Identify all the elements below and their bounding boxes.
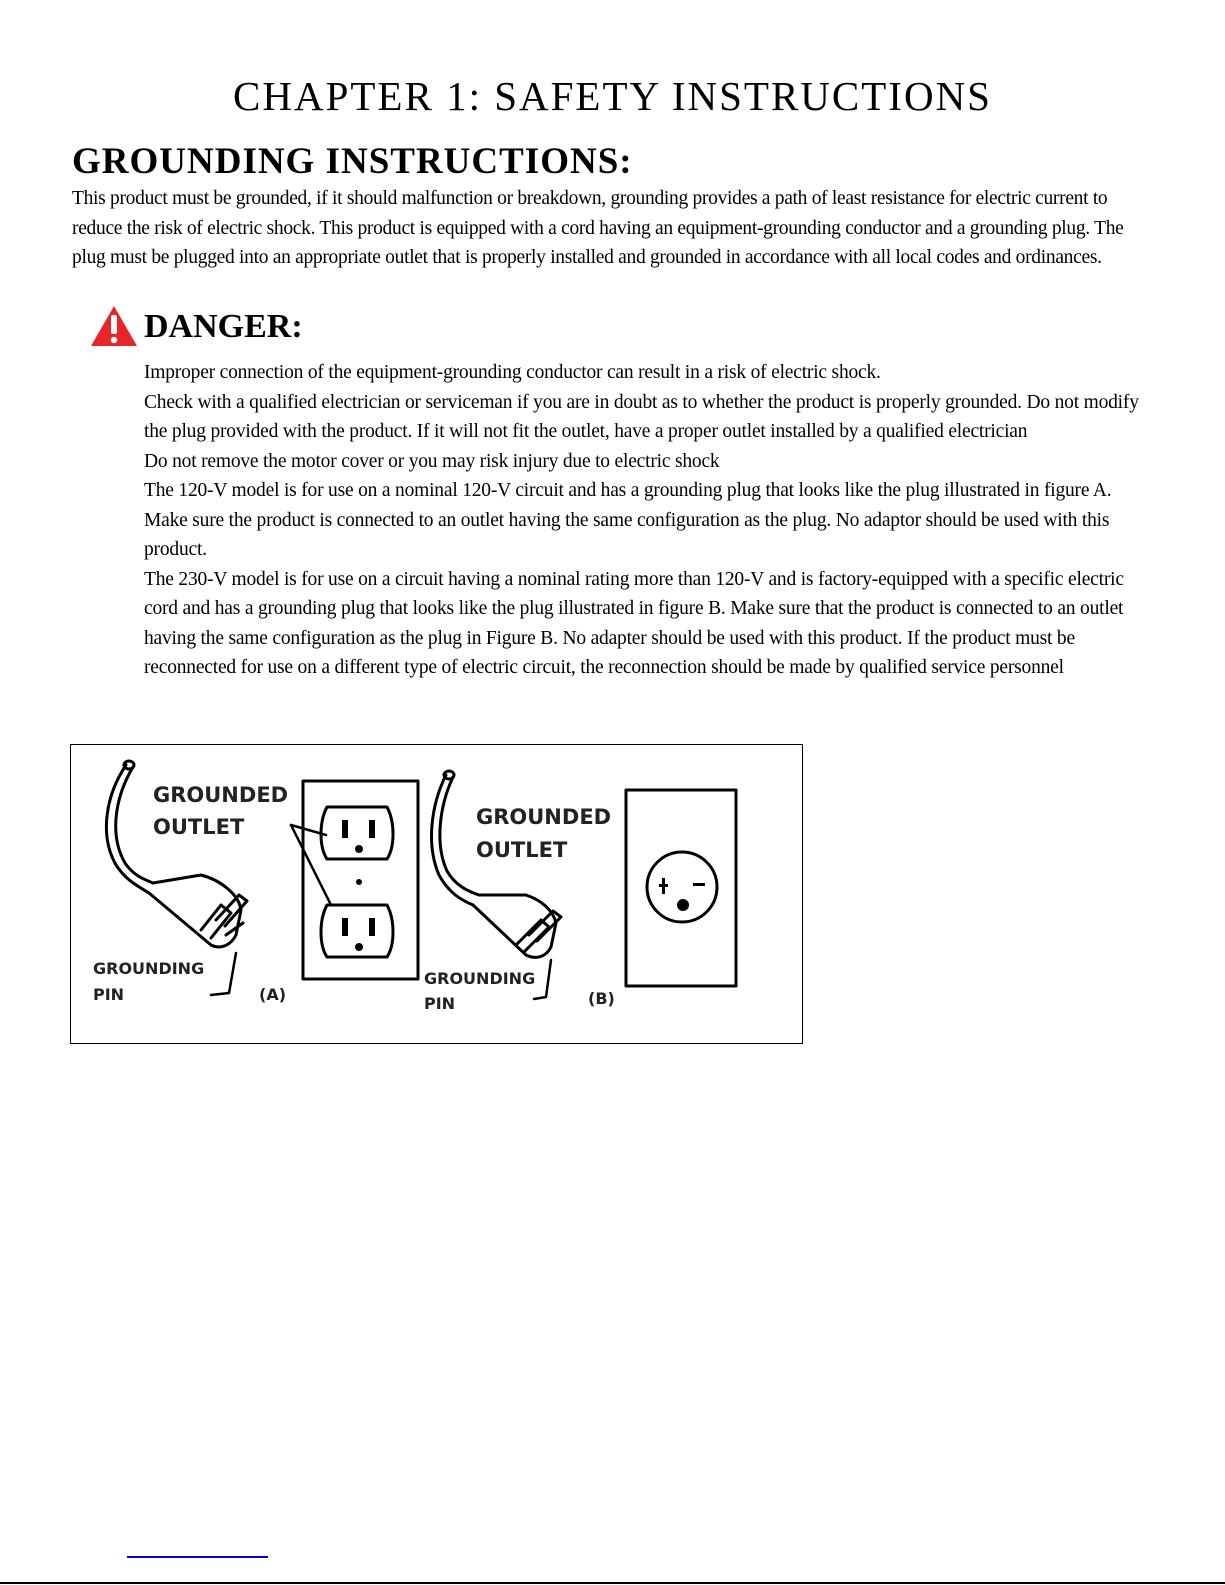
- chapter-title: CHAPTER 1: SAFETY INSTRUCTIONS: [233, 73, 992, 119]
- danger-paragraph: The 120-V model is for use on a nominal 120-V circuit and has a grounding plug that looks like the plug illustrated in figure A. Make sure the product is connected to an outlet having the same configuration as the plug. No adaptor should be used with this product.: [144, 480, 1112, 560]
- intro-paragraph: This product must be grounded, if it should malfunction or breakdown, grounding provides a path of least resistance for electric current to reduce the risk of electric shock. This product is equipped with a cord having an equipment-grounding conductor and a grounding plug. The plug must be plugged into an appropriate outlet that is properly installed and grounded in accordance with all local codes and ordinances.: [72, 188, 1124, 268]
- footer-divider: [0, 1582, 1225, 1584]
- figure-a-caption: (A): [259, 985, 287, 1004]
- danger-paragraph: Do not remove the motor cover or you may risk injury due to electric shock: [144, 450, 720, 472]
- grounding-plug-figure: [70, 744, 803, 1044]
- danger-label: DANGER:: [144, 308, 303, 345]
- figure-b-pin-label: PIN: [424, 994, 456, 1013]
- section-title: GROUNDING INSTRUCTIONS:: [72, 141, 633, 182]
- plug-b-icon: [432, 771, 561, 957]
- figure-a-pin-label: GROUNDING: [93, 959, 205, 978]
- danger-paragraph: The 230-V model is for use on a circuit having a nominal rating more than 120-V and is factory-equipped with a specific electric cord and has a grounding plug that looks like the plug illustrated in figure B. Make sure that the product is connected to an outlet having the same configuration as the plug in Figure B. No adapter should be used with this product. If the product must be reconnected for use on a different type of electric circuit, the reconnection should be made by qualified service personnel: [144, 568, 1124, 678]
- figure-b-pin-label: GROUNDING: [424, 969, 536, 988]
- danger-body: [144, 358, 1144, 683]
- danger-heading: [90, 305, 303, 347]
- danger-paragraph: Check with a qualified electrician or serviceman if you are in doubt as to whether the product is properly grounded. Do not modify the plug provided with the product. If it will not fit the outlet, have a proper outlet installed by a qualified electrician: [144, 391, 1139, 442]
- figure-b-outlet-label: OUTLET: [476, 838, 568, 862]
- figure-b-caption: (B): [588, 989, 615, 1008]
- footer-link[interactable]: [127, 1556, 268, 1558]
- figure-a-outlet-label: OUTLET: [153, 815, 245, 839]
- danger-paragraph: Improper connection of the equipment-grounding conductor can result in a risk of electric shock.: [144, 362, 881, 383]
- figure-b-outlet-label: GROUNDED: [476, 805, 612, 829]
- figure-a-pin-label: PIN: [93, 985, 125, 1004]
- figure-a-outlet-label: GROUNDED: [153, 783, 289, 807]
- single-outlet-icon: [626, 790, 736, 986]
- warning-triangle-icon: [90, 305, 138, 347]
